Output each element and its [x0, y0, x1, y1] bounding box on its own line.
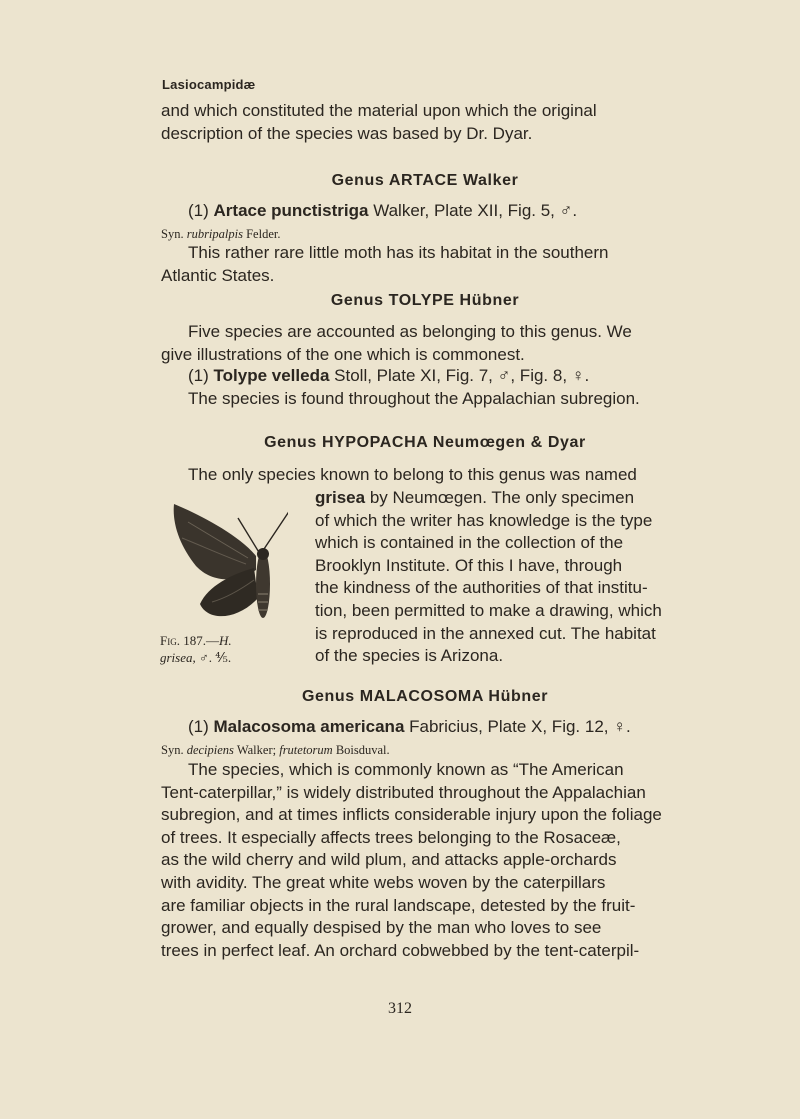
genus-heading-tolype: Genus TOLYPE Hübner — [330, 292, 520, 309]
genus-heading-hypopacha: Genus HYPOPACHA Neumœgen & Dyar — [264, 434, 586, 451]
text-line: as the wild cherry and wild plum, and attacks apple-orchards — [161, 850, 617, 870]
entry-number: (1) — [188, 201, 209, 220]
text-line: Five species are accounted as belonging to this genus. We — [188, 322, 632, 341]
text-line: of the species is Arizona. — [315, 646, 504, 666]
text-line: trees in perfect leaf. An orchard cobwebbed by the tent-caterpil- — [161, 940, 640, 960]
moth-illustration — [168, 494, 288, 628]
genus-heading-malacosoma: Genus MALACOSOMA Hübner — [301, 688, 549, 705]
text-line: of trees. It especially affects trees belonging to the Rosaceæ, — [161, 827, 621, 847]
syn-author: Felder. — [246, 227, 281, 241]
text-line — [315, 487, 689, 510]
syn-author: Boisduval. — [335, 743, 390, 757]
text-line: are familiar objects in the rural landscape, detested by the fruit- — [161, 895, 636, 915]
entry-reference: Fabricius, Plate X, Fig. 12, ♀. — [409, 717, 631, 736]
text-line: subregion, and at times inflicts considerable injury upon the foliage — [161, 805, 662, 825]
syn-name: rubripalpis — [186, 227, 243, 241]
entry-reference: Walker, Plate XII, Fig. 5, ♂. — [373, 201, 578, 220]
fig-species: grisea, — [160, 650, 196, 665]
moth-drawing-icon — [168, 494, 288, 628]
text-line: give illustrations of the one which is commonest. — [161, 344, 525, 364]
text-line: the kindness of the authorities of that institu- — [315, 578, 648, 598]
species-name: Malacosoma americana — [213, 717, 405, 736]
intro-paragraph — [161, 100, 689, 145]
page-number: 312 — [388, 1000, 412, 1017]
malacosoma-paragraph — [161, 759, 689, 962]
genus-heading-artace: Genus ARTACE Walker — [331, 172, 519, 189]
running-head: Lasiocampidæ — [162, 77, 256, 92]
text-line: of which the writer has knowledge is the type — [315, 510, 653, 530]
text-line: This rather rare little moth has its habitat in the southern — [188, 243, 609, 262]
species-name: grisea — [315, 488, 366, 507]
entry-number: (1) — [188, 366, 209, 385]
text-line: The species, which is commonly known as “The American — [188, 760, 624, 779]
text-line: The only species known to belong to this genus was named — [188, 465, 637, 484]
figure-caption — [160, 632, 300, 666]
species-name: Tolype velleda — [213, 366, 330, 385]
syn-label: Syn. — [161, 743, 184, 757]
text-line: which is contained in the collection of the — [315, 533, 624, 553]
text-line: tion, been permitted to make a drawing, which — [315, 600, 662, 620]
fig-sex: ♂. ⅘. — [199, 650, 232, 665]
hypopacha-first-line — [161, 464, 689, 487]
text-fragment: by Neumœgen. The only specimen — [369, 488, 635, 507]
text-line: is reproduced in the annexed cut. The habitat — [315, 623, 656, 643]
text-line: Atlantic States. — [161, 265, 275, 285]
text-line: Tent-caterpillar,” is widely distributed throughout the Appalachian — [161, 782, 646, 802]
species-entry-artace — [188, 201, 577, 221]
syn-name: frutetorum — [279, 743, 333, 757]
artace-paragraph — [161, 242, 689, 287]
synonym-line-artace — [161, 227, 280, 242]
species-entry-malacosoma — [188, 717, 631, 737]
text-line: and which constituted the material upon which the original — [161, 101, 597, 120]
text-line: with avidity. The great white webs woven by the caterpillars — [161, 872, 606, 892]
text-line: Brooklyn Institute. Of this I have, through — [315, 555, 623, 575]
species-entry-tolype — [188, 366, 589, 386]
tolype-range-text: The species is found throughout the Appalachian subregion. — [188, 389, 640, 408]
fig-label: Fig. 187.— — [160, 633, 219, 648]
entry-number: (1) — [188, 717, 209, 736]
syn-name: decipiens — [186, 743, 234, 757]
species-name: Artace punctistriga — [213, 201, 369, 220]
text-line: grower, and equally despised by the man who loves to see — [161, 918, 602, 938]
hypopacha-wrapped-text — [315, 487, 689, 668]
synonym-line-malacosoma — [161, 743, 390, 758]
fig-genus: H. — [218, 633, 232, 648]
tolype-paragraph — [161, 321, 689, 366]
syn-label: Syn. — [161, 227, 184, 241]
syn-author: Walker; — [236, 743, 277, 757]
entry-reference: Stoll, Plate XI, Fig. 7, ♂, Fig. 8, ♀. — [334, 366, 590, 385]
text-line: description of the species was based by Dr. Dyar. — [161, 123, 533, 143]
